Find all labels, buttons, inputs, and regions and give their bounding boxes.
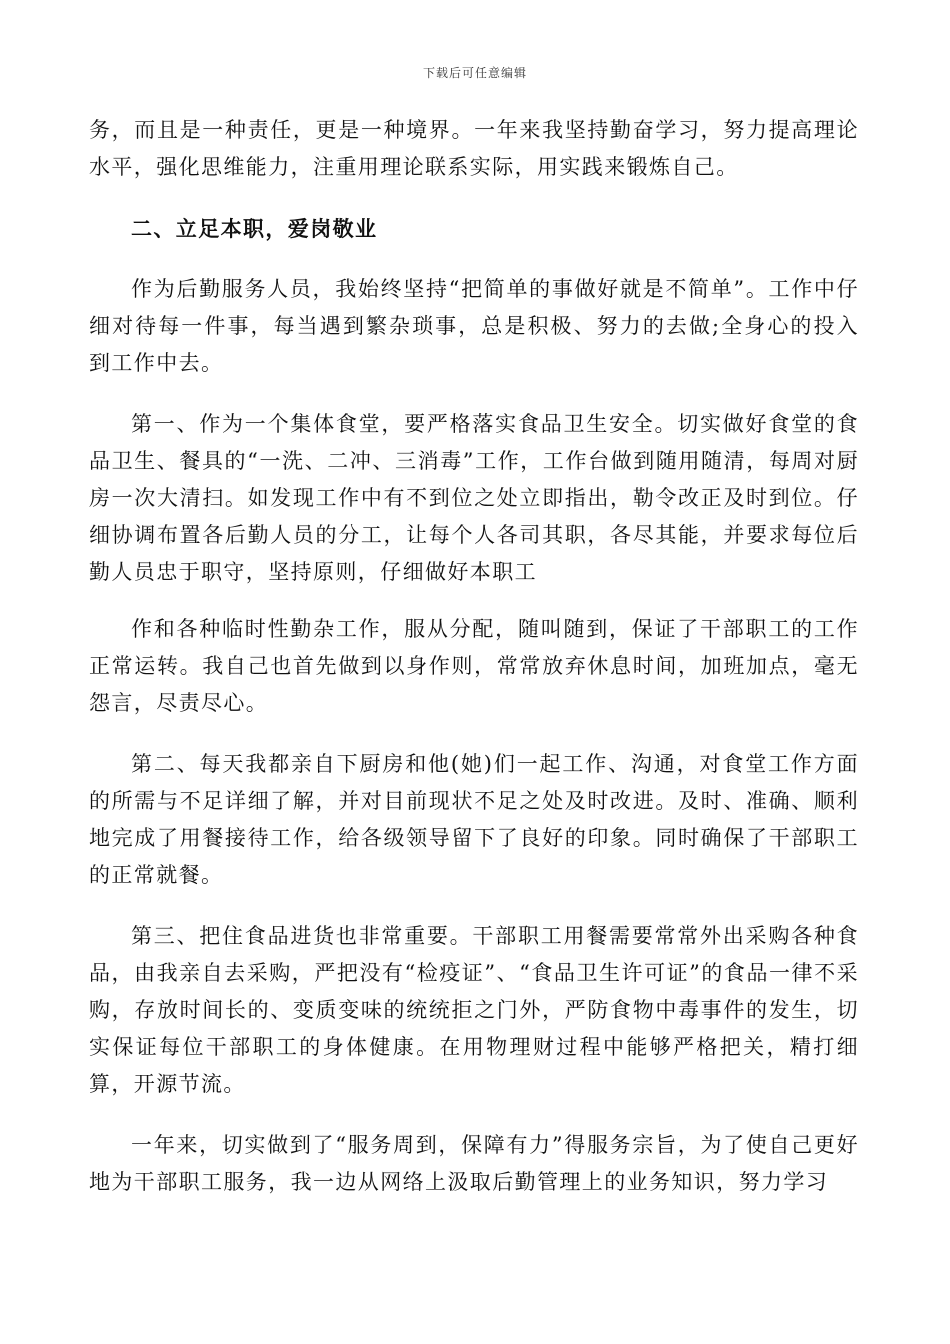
section-heading: 二、立足本职，爱岗敬业: [131, 216, 378, 241]
paragraph: 第一、作为一个集体食堂，要严格落实食品卫生安全。切实做好食堂的食品卫生、餐具的“一洗、二冲、三消毒”工作，工作台做到随用随清，每周对厨房一次大清扫。如发现工作中有不到位之处立即指出，勒令改正及时到位。仔细协调布置各后勤人员的分工，让每个人各司其职，各尽其能，并要求每位后勤人员忠于职守，坚持原则，仔细做好本职工: [89, 412, 859, 584]
paragraph: 作和各种临时性勤杂工作，服从分配，随叫随到，保证了干部职工的工作正常运转。我自己也首先做到以身作则，常常放弃休息时间，加班加点，毫无怨言，尽责尽心。: [89, 617, 859, 715]
paragraph-continuation: 务，而且是一种责任，更是一种境界。一年来我坚持勤奋学习，努力提高理论水平，强化思维能力，注重用理论联系实际，用实践来锻炼自己。: [89, 118, 859, 179]
paragraph: 第三、把住食品进货也非常重要。干部职工用餐需要常常外出采购各种食品，由我亲自去采购，严把没有“检疫证”、“食品卫生许可证”的食品一律不采购，存放时间长的、变质变味的统统拒之门外，严防食物中毒事件的发生，切实保证每位干部职工的身体健康。在用物理财过程中能够严格把关，精打细算，开源节流。: [89, 924, 859, 1096]
document-body: [89, 112, 859, 1225]
paragraph: 第二、每天我都亲自下厨房和他(她)们一起工作、沟通，对食堂工作方面的所需与不足详细了解，并对目前现状不足之处及时改进。及时、准确、顺利地完成了用餐接待工作，给各级领导留下了良好的印象。同时确保了干部职工的正常就餐。: [89, 752, 859, 887]
paragraph: 一年来，切实做到了“服务周到，保障有力”得服务宗旨，为了使自己更好地为干部职工服务，我一边从网络上汲取后勤管理上的业务知识，努力学习: [89, 1133, 859, 1194]
page-header-note: 下载后可任意编辑: [422, 66, 527, 80]
paragraph: 作为后勤服务人员，我始终坚持“把简单的事做好就是不简单”。工作中仔细对待每一件事，每当遇到繁杂琐事，总是积极、努力的去做;全身心的投入到工作中去。: [89, 277, 859, 375]
